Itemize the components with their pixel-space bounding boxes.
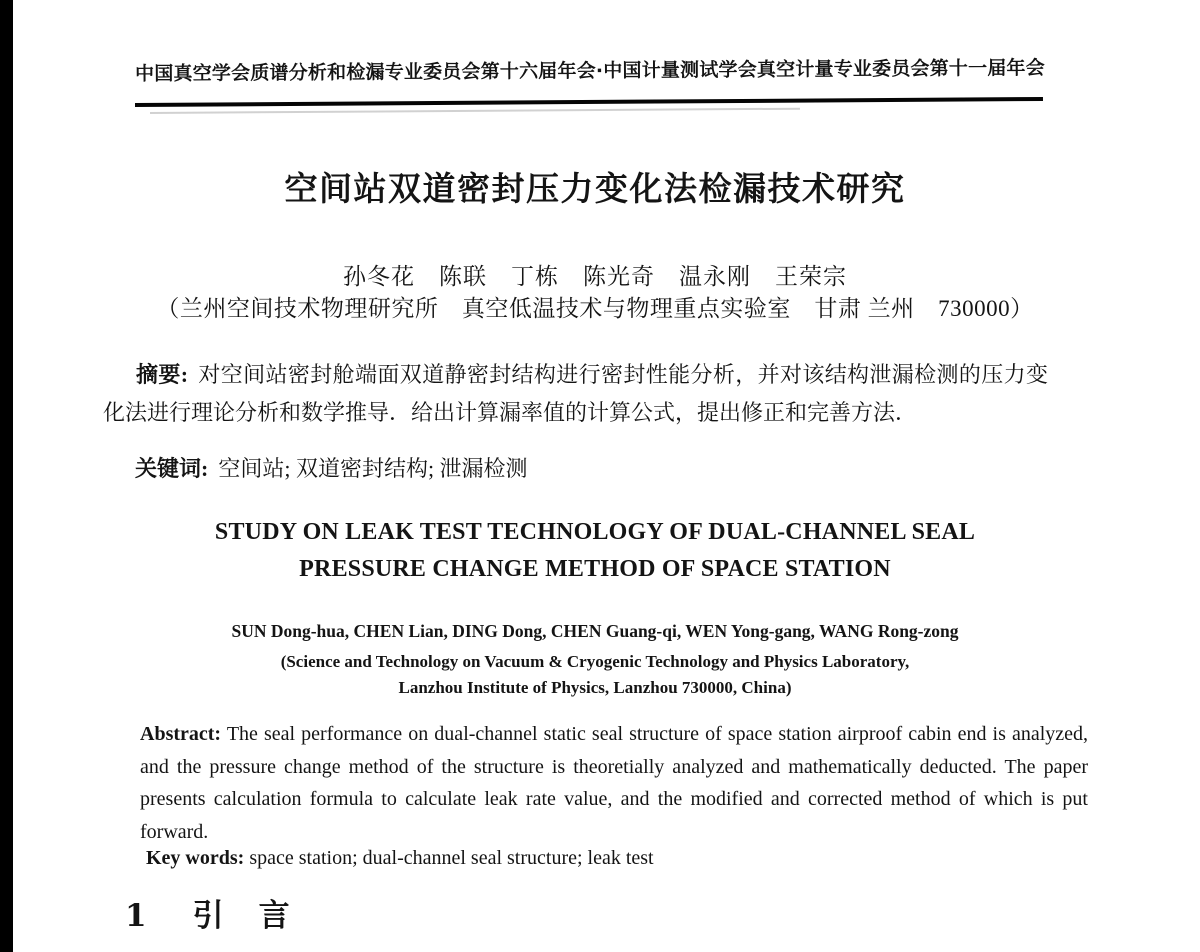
section-1-number: 1 [125,898,149,934]
header-rule-scan-echo [150,108,800,114]
paper-title-en-line1: STUDY ON LEAK TEST TECHNOLOGY OF DUAL-CHANNEL SEAL [214,519,976,545]
paper-title-zh: 空间站双道密封压力变化法检漏技术研究 [284,169,906,208]
keywords-en-text: space station; dual-channel seal structure; leak test [249,847,654,869]
abstract-en [140,718,1088,848]
keywords-en [146,847,1046,870]
keywords-zh-label: 关键词: [135,456,209,481]
affiliation-en-line2: Lanzhou Institute of Physics, Lanzhou 730000, China) [398,678,792,697]
header-rule [135,97,1043,107]
affiliation-en-line1: (Science and Technology on Vacuum & Cryogenic Technology and Physics Laboratory, [280,652,910,671]
authors-zh: 孙冬花 陈联 丁栋 陈光奇 温永刚 王荣宗 [343,264,847,289]
paper-title-en-line2: PRESSURE CHANGE METHOD OF SPACE STATION [299,556,891,582]
paper-title-en [120,514,1070,588]
authors-en: SUN Dong-hua, CHEN Lian, DING Dong, CHEN Guang-qi, WEN Yong-gang, WANG Rong-zong [231,621,959,641]
abstract-en-label: Abstract: [140,723,222,745]
section-1-title: 引 言 [192,898,292,934]
keywords-en-label: Key words: [146,847,245,869]
abstract-zh [103,356,1048,432]
keywords-zh [135,452,1035,483]
scan-edge-artifact [0,0,13,952]
abstract-zh-text: 对空间站密封舱端面双道静密封结构进行密封性能分析，并对该结构泄漏检测的压力变化法进行理论分析和数学推导．给出计算漏率值的计算公式，提出修正和完善方法． [103,362,1048,425]
abstract-en-text: The seal performance on dual-channel static seal structure of space station airproof cabin end is analyzed, and the pressure change method of the structure is theoretially analyzed and mathematically deducted. The paper presents calculation formula to calculate leak rate value, and the modified and corrected method of which is put forward. [140,723,1089,843]
affiliation-en [120,649,1070,701]
section-1-heading [125,890,625,935]
conference-header: 中国真空学会质谱分析和检漏专业委员会第十六届年会·中国计量测试学会真空计量专业委员会第十一届年会 [135,56,1045,85]
abstract-zh-label: 摘要: [136,362,189,387]
affiliation-zh: （兰州空间技术物理研究所 真空低温技术与物理重点实验室 甘肃 兰州 730000） [156,296,1034,321]
keywords-zh-text: 空间站; 双道密封结构; 泄漏检测 [218,456,528,481]
